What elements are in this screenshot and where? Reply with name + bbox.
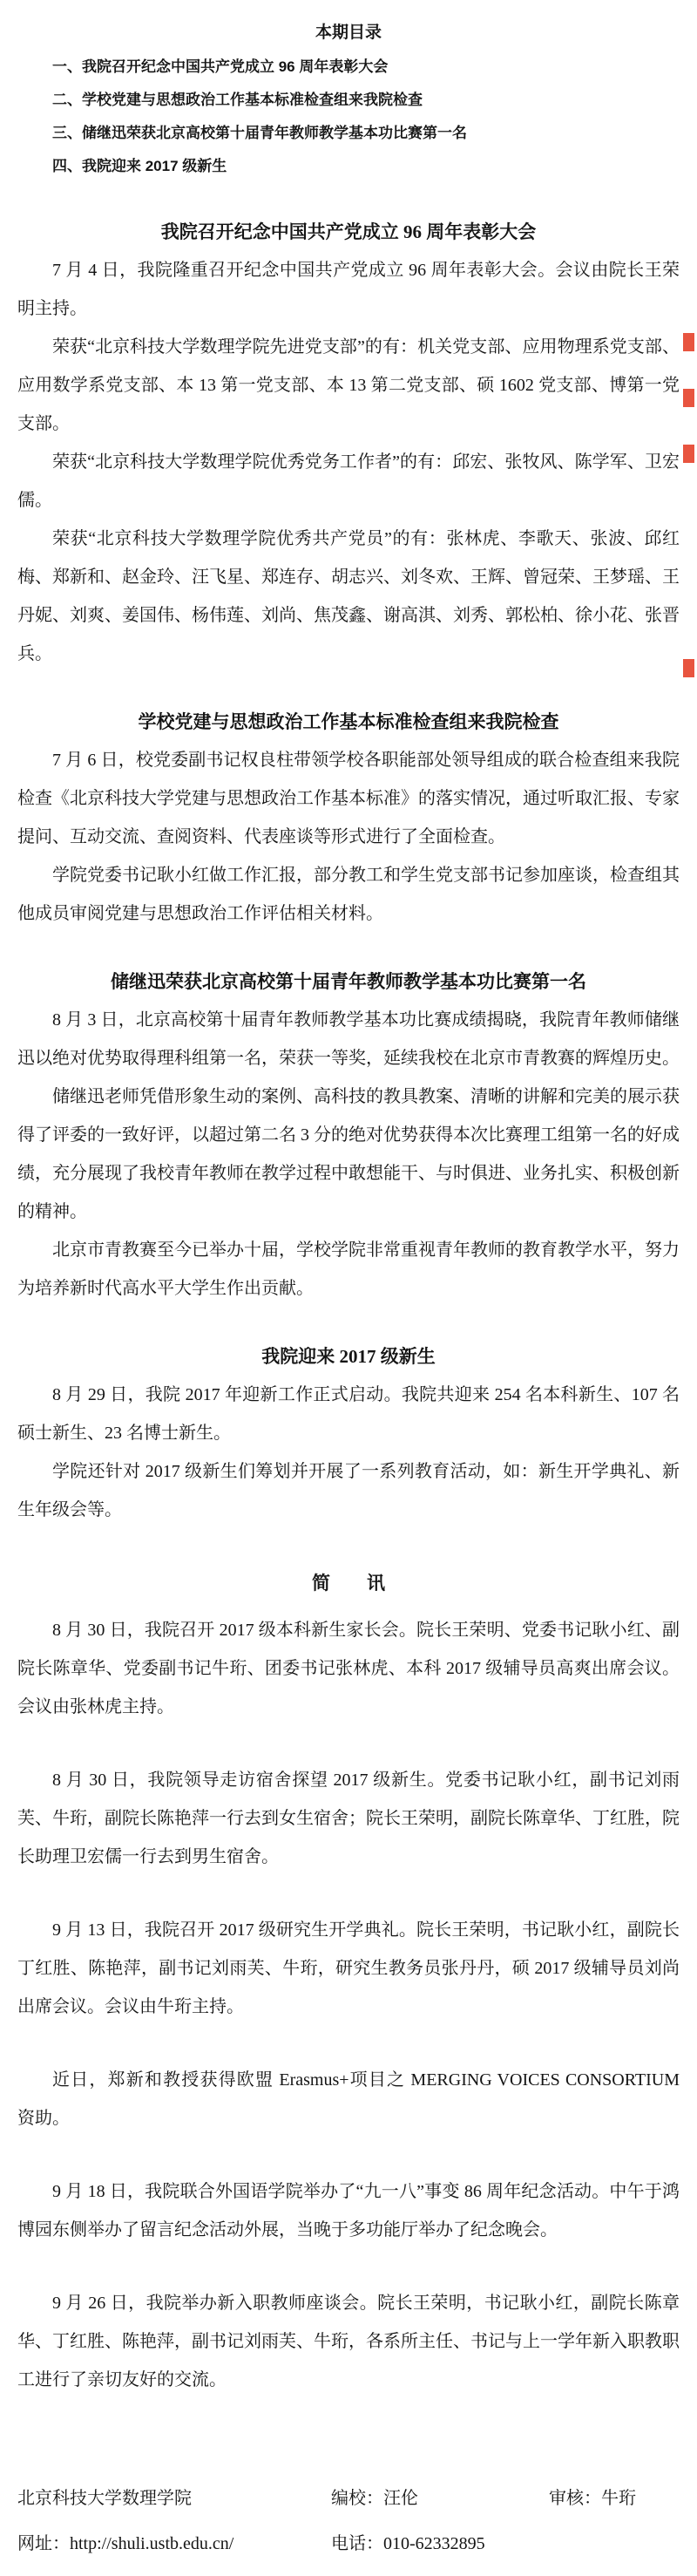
- website-label: 网址：: [17, 2534, 70, 2553]
- paragraph: 北京市青教赛至今已举办十届，学校学院非常重视青年教师的教育教学水平，努力为培养新时代高水平大学生作出贡献。: [17, 1240, 680, 1298]
- footer-row-contact: [17, 2532, 680, 2556]
- brief-item: 8 月 30 日，我院召开 2017 级本科新生家长会。院长王荣明、党委书记耿小红、副院长陈章华、党委副书记牛珩、团委书记张林虎、本科 2017 级辅导员高爽出席会议。会议由张林虎主持。: [17, 1621, 680, 1716]
- editor-name: 汪伦: [383, 2489, 418, 2508]
- article-teaching-award: [17, 962, 680, 1308]
- margin-marker-icon: [683, 333, 694, 351]
- reviewer-label: 审核：: [549, 2489, 601, 2508]
- margin-marker-icon: [683, 445, 694, 463]
- phone-label: 电话：: [331, 2534, 383, 2553]
- editor-label: 编校：: [331, 2489, 383, 2508]
- brief-item: 9 月 18 日，我院联合外国语学院举办了“九一八”事变 86 周年纪念活动。中午于鸿博园东侧举办了留言纪念活动外展，当晚于多功能厅举办了纪念晚会。: [17, 2182, 680, 2240]
- editor-credit: [331, 2486, 549, 2511]
- article-new-students: [17, 1337, 680, 1529]
- brief-item: 9 月 26 日，我院举办新入职教师座谈会。院长王荣明，书记耿小红，副院长陈章华、丁红胜、陈艳萍，副书记刘雨芙、牛珩，各系所主任、书记与上一学年新入职教职工进行了亲切友好的交流。: [17, 2294, 680, 2389]
- footer-row-credits: [17, 2486, 680, 2511]
- website: [17, 2532, 331, 2556]
- website-url: http://shuli.ustb.edu.cn/: [70, 2534, 234, 2553]
- paragraph: 荣获“北京科技大学数理学院先进党支部”的有：机关党支部、应用物理系党支部、应用数学系党支部、本 13 第一党支部、本 13 第二党支部、硕 1602 党支部、博第一党支部。: [17, 337, 680, 433]
- phone: [331, 2532, 549, 2556]
- toc: [17, 51, 680, 183]
- paragraph: 8 月 29 日，我院 2017 年迎新工作正式启动。我院共迎来 254 名本科新生、107 名硕士新生、23 名博士新生。: [17, 1385, 680, 1443]
- article-title: 储继迅荣获北京高校第十届青年教师教学基本功比赛第一名: [111, 971, 586, 992]
- paragraph: 7 月 4 日，我院隆重召开纪念中国共产党成立 96 周年表彰大会。会议由院长王荣明主持。: [17, 261, 680, 318]
- brief-item: 近日，郑新和教授获得欧盟 Erasmus+项目之 MERGING VOICES CONSORTIUM 资助。: [17, 2070, 680, 2128]
- paragraph: 储继迅老师凭借形象生动的案例、高科技的教具教案、清晰的讲解和完美的展示获得了评委的一致好评，以超过第二名 3 分的绝对优势获得本次比赛理工组第一名的好成绩，充分展现了我校青年教师在教学过程中敢想能干、与时俱进、业务扎实、积极创新的精神。: [17, 1087, 680, 1221]
- toc-item-4: 四、我院迎来 2017 级新生: [52, 158, 227, 174]
- article-commendation: [17, 213, 680, 673]
- reviewer-credit: [549, 2486, 680, 2511]
- paragraph: 7 月 6 日，校党委副书记权良柱带领学校各职能部处领导组成的联合检查组来我院检查《北京科技大学党建与思想政治工作基本标准》的落实情况，通过听取汇报、专家提问、互动交流、查阅资料、代表座谈等形式进行了全面检查。: [17, 751, 680, 846]
- paragraph: 荣获“北京科技大学数理学院优秀党务工作者”的有：邱宏、张牧风、陈学军、卫宏儒。: [17, 452, 680, 510]
- toc-item-1: 一、我院召开纪念中国共产党成立 96 周年表彰大会: [52, 58, 389, 75]
- article-title: 学校党建与思想政治工作基本标准检查组来我院检查: [138, 711, 559, 732]
- paragraph: 学院党委书记耿小红做工作汇报，部分教工和学生党支部书记参加座谈，检查组其他成员审阅党建与思想政治工作评估相关材料。: [17, 866, 680, 923]
- brief-item: 9 月 13 日，我院召开 2017 级研究生开学典礼。院长王荣明，书记耿小红，副院长丁红胜、陈艳萍，副书记刘雨芙、牛珩，研究生教务员张丹丹，硕 2017 级辅导员刘尚出席会议。会议由牛珩主持。: [17, 1920, 680, 2016]
- paragraph: 荣获“北京科技大学数理学院优秀共产党员”的有：张林虎、李歌天、张波、邱红梅、郑新和、赵金玲、汪飞星、郑连存、胡志兴、刘冬欢、王辉、曾冠荣、王梦瑶、王丹妮、刘爽、姜国伟、杨伟莲、刘尚、焦茂鑫、谢高淇、刘秀、郭松柏、徐小花、张晋兵。: [17, 529, 680, 663]
- article-title: 我院迎来 2017 级新生: [261, 1346, 436, 1367]
- phone-number: 010-62332895: [383, 2534, 485, 2553]
- reviewer-name: 牛珩: [601, 2489, 636, 2508]
- footer: [17, 2486, 680, 2576]
- margin-marker-icon: [683, 389, 694, 407]
- briefs-title: 简 讯: [312, 1573, 385, 1594]
- margin-marker-icon: [683, 659, 694, 677]
- org-name: 北京科技大学数理学院: [17, 2489, 192, 2508]
- article-title: 我院召开纪念中国共产党成立 96 周年表彰大会: [160, 221, 537, 242]
- paragraph: 学院还针对 2017 级新生们筹划并开展了一系列教育活动，如：新生开学典礼、新生年级会等。: [17, 1462, 680, 1519]
- toc-title: 本期目录: [315, 24, 382, 42]
- article-inspection: [17, 703, 680, 933]
- toc-item-2: 二、学校党建与思想政治工作基本标准检查组来我院检查: [52, 92, 423, 108]
- toc-item-3: 三、储继迅荣获北京高校第十届青年教师教学基本功比赛第一名: [52, 125, 467, 141]
- paragraph: 8 月 3 日，北京高校第十届青年教师教学基本功比赛成绩揭晓，我院青年教师储继迅以绝对优势取得理科组第一名，荣获一等奖，延续我校在北京市青教赛的辉煌历史。: [17, 1010, 680, 1068]
- brief-item: 8 月 30 日，我院领导走访宿舍探望 2017 级新生。党委书记耿小红，副书记刘雨芙、牛珩，副院长陈艳萍一行去到女生宿舍；院长王荣明，副院长陈章华、丁红胜，院长助理卫宏儒一行去到男生宿舍。: [17, 1771, 680, 1866]
- briefs-section: [17, 1611, 680, 2399]
